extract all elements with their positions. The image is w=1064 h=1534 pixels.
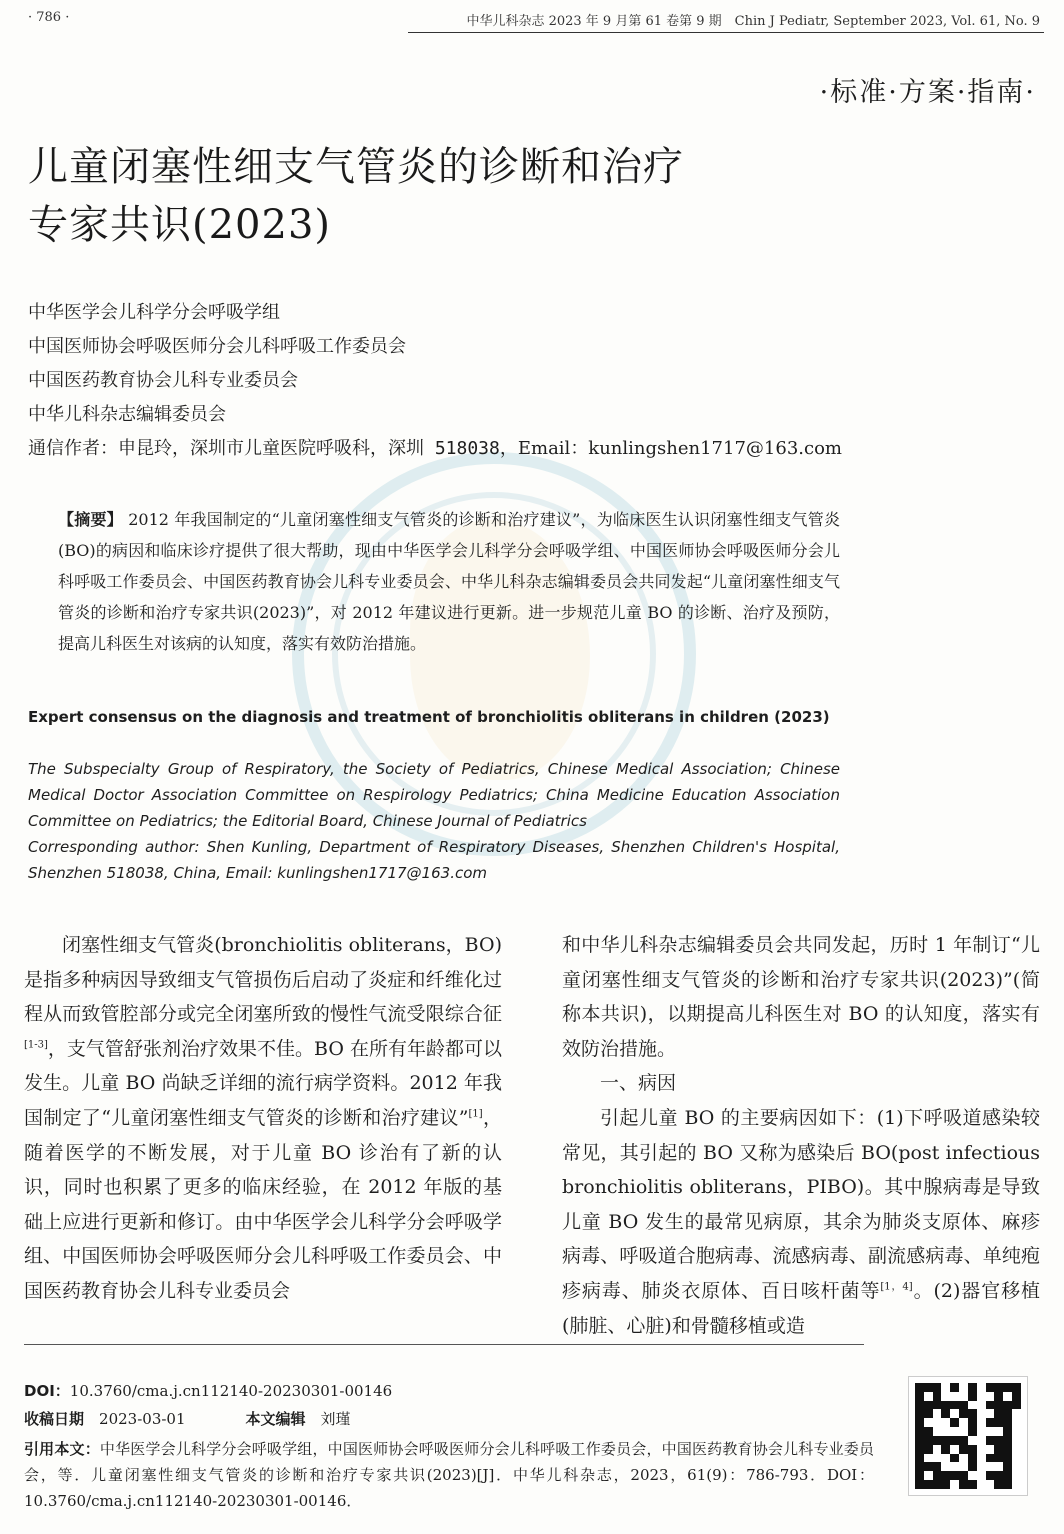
qr-module [950, 1383, 959, 1392]
qr-module [977, 1409, 986, 1418]
corresponding-label: 通信作者：申昆玲，深圳市儿童医院呼吸科，深圳 518038， [28, 438, 518, 459]
qr-module [924, 1445, 933, 1454]
qr-module [1003, 1454, 1012, 1463]
qr-module [968, 1418, 977, 1427]
qr-module [941, 1427, 950, 1436]
qr-module [941, 1445, 950, 1454]
qr-module [915, 1383, 924, 1392]
qr-module [968, 1409, 977, 1418]
qr-module [941, 1471, 950, 1480]
qr-module [968, 1401, 977, 1410]
citation-ref[interactable]: [1] [468, 1108, 483, 1120]
qr-module [968, 1471, 977, 1480]
qr-module [959, 1392, 968, 1401]
qr-module [933, 1392, 942, 1401]
qr-module [977, 1401, 986, 1410]
body-text: ，随着医学的不断发展，对于儿童 BO 诊治有了新的认识，同时也积累了更多的临床经验，在 2012 年版的基础上应进行更新和修订。由中华医学会儿科学分会呼吸学组、中国医师协会呼吸医师分会儿科呼吸工作委员会、中国医药教育协会儿科专业委员会 [24, 1106, 502, 1302]
qr-module [915, 1480, 924, 1489]
qr-module [950, 1471, 959, 1480]
qr-module [950, 1480, 959, 1489]
qr-module [933, 1383, 942, 1392]
qr-module [924, 1409, 933, 1418]
qr-module [977, 1462, 986, 1471]
qr-module [959, 1427, 968, 1436]
doi-value[interactable]: 10.3760/cma.j.cn112140-20230301-00146 [69, 1382, 393, 1400]
qr-module [977, 1471, 986, 1480]
qr-module [1012, 1427, 1021, 1436]
qr-module [915, 1401, 924, 1410]
qr-module [950, 1445, 959, 1454]
editor-name: 刘瑾 [320, 1410, 351, 1428]
qr-module [959, 1454, 968, 1463]
journal-header: 中华儿科杂志 2023 年 9 月第 61 卷第 9 期 Chin J Pediatr, September 2023, Vol. 61, No. 9 [466, 14, 1040, 29]
qr-module [994, 1436, 1003, 1445]
qr-module [1003, 1401, 1012, 1410]
qr-module [986, 1383, 995, 1392]
citation-ref[interactable]: [1-3] [24, 1039, 48, 1051]
abstract-text: 2012 年我国制定的“儿童闭塞性细支气管炎的诊断和治疗建议”，为临床医生认识闭塞性细支气管炎(BO)的病因和临床诊疗提供了很大帮助，现由中华医学会儿科学分会呼吸学组、中国医师协会呼吸医师分会儿科呼吸工作委员会、中国医药教育协会儿科专业委员会、中华儿科杂志编辑委员会共同发起“儿童闭塞性细支气管炎的诊断和治疗专家共识(2023)”，对 2012 年建议进行更新。进一步规范儿童 BO 的诊断、治疗及预防，提高儿科医生对该病的认知度，落实有效防治措施。 [58, 510, 840, 653]
qr-module [950, 1454, 959, 1463]
body-text: ，支气管舒张剂治疗效果不佳。BO 在所有年龄都可以发生。儿童 BO 尚缺乏详细的流行病学资料。2012 年我国制定了“儿童闭塞性细支气管炎的诊断和治疗建议” [24, 1037, 502, 1129]
cite-label: 引用本文： [24, 1440, 100, 1458]
author-group: 中国医药教育协会儿科专业委员会 [28, 370, 298, 391]
citation-block [24, 1436, 874, 1514]
qr-module [941, 1383, 950, 1392]
qr-module [1003, 1383, 1012, 1392]
qr-module [977, 1427, 986, 1436]
footer-rule [24, 1344, 864, 1345]
body-paragraph [24, 928, 502, 1309]
qr-module [1003, 1427, 1012, 1436]
qr-module [986, 1462, 995, 1471]
body-paragraph: 和中华儿科杂志编辑委员会共同发起，历时 1 年制订“儿童闭塞性细支气管炎的诊断和治疗专家共识(2023)”(简称本共识)，以期提高儿科医生对 BO 的认知度，落实有效防治措施。 [562, 934, 1040, 1060]
corresponding-author [28, 432, 842, 466]
received-label: 收稿日期 [24, 1410, 85, 1428]
qr-module [968, 1392, 977, 1401]
qr-module [968, 1462, 977, 1471]
cite-text: 中华医学会儿科学分会呼吸学组，中国医师协会呼吸医师分会儿科呼吸工作委员会，中国医药教育协会儿科专业委员会，等．儿童闭塞性细支气管炎的诊断和治疗专家共识(2023)[J]．中华儿科杂志，2023，61(9)：786-793．DOI：10.3760/cma.j.cn112140-20230301-00146． [24, 1440, 874, 1510]
qr-module [959, 1418, 968, 1427]
qr-module [924, 1480, 933, 1489]
english-affiliation-text: The Subspecialty Group of Respiratory, the Society of Pediatrics, Chinese Medical Association; Chinese Medical Doctor Association Committee on Respirology Pediatrics; China Medicine Education Association Committee on Pediatrics; the Editorial Board, Chinese Journal of Pediatrics [28, 760, 840, 830]
qr-module [924, 1427, 933, 1436]
qr-module [959, 1409, 968, 1418]
qr-module [1012, 1436, 1021, 1445]
qr-module [933, 1418, 942, 1427]
qr-module [1003, 1436, 1012, 1445]
qr-module [1012, 1471, 1021, 1480]
qr-module [994, 1480, 1003, 1489]
qr-module [924, 1436, 933, 1445]
qr-module [1012, 1445, 1021, 1454]
qr-module [994, 1471, 1003, 1480]
english-affiliations [28, 756, 840, 886]
qr-module [986, 1454, 995, 1463]
qr-module [915, 1392, 924, 1401]
qr-module [924, 1454, 933, 1463]
qr-module [924, 1462, 933, 1471]
body-text: 。(2)器官移植(肺脏、心脏)和骨髓移植或造 [562, 1279, 1040, 1337]
qr-module [1012, 1418, 1021, 1427]
abstract-label: 【摘要】 [58, 510, 123, 529]
qr-module [968, 1383, 977, 1392]
editor-label: 本文编辑 [245, 1410, 306, 1428]
qr-module [959, 1445, 968, 1454]
section-heading: 一、病因 [600, 1072, 677, 1095]
qr-module [986, 1409, 995, 1418]
qr-module [994, 1445, 1003, 1454]
qr-module [994, 1392, 1003, 1401]
body-text: 闭塞性细支气管炎(bronchiolitis obliterans，BO)是指多种病因导致细支气管损伤后启动了炎症和纤维化过程从而致管腔部分或完全闭塞所致的慢性气流受限综合征 [24, 934, 502, 1026]
qr-module [968, 1480, 977, 1489]
qr-module [986, 1471, 995, 1480]
citation-ref[interactable]: [1，4] [880, 1281, 913, 1293]
qr-module [1012, 1383, 1021, 1392]
article-title [28, 138, 684, 254]
qr-module [968, 1427, 977, 1436]
qr-module [941, 1401, 950, 1410]
qr-module [941, 1480, 950, 1489]
author-group: 中国医师协会呼吸医师分会儿科呼吸工作委员会 [28, 336, 406, 357]
qr-module [1003, 1445, 1012, 1454]
qr-module [1012, 1462, 1021, 1471]
qr-module [959, 1436, 968, 1445]
qr-code[interactable] [908, 1376, 1028, 1496]
qr-module [986, 1427, 995, 1436]
qr-module [977, 1418, 986, 1427]
qr-module [977, 1445, 986, 1454]
qr-module [1003, 1392, 1012, 1401]
qr-module [994, 1462, 1003, 1471]
qr-module [933, 1471, 942, 1480]
qr-module [959, 1471, 968, 1480]
qr-module [933, 1409, 942, 1418]
qr-module [941, 1392, 950, 1401]
qr-module [1003, 1471, 1012, 1480]
qr-module [915, 1462, 924, 1471]
qr-module [950, 1401, 959, 1410]
qr-module [950, 1427, 959, 1436]
qr-module [959, 1383, 968, 1392]
qr-module [941, 1436, 950, 1445]
qr-module [977, 1436, 986, 1445]
page-number: · 786 · [28, 10, 70, 25]
qr-module [941, 1409, 950, 1418]
author-group: 中华儿科杂志编辑委员会 [28, 404, 226, 425]
abstract [28, 504, 840, 659]
qr-module [986, 1445, 995, 1454]
qr-module [977, 1454, 986, 1463]
qr-module [1012, 1392, 1021, 1401]
qr-module [950, 1392, 959, 1401]
qr-module [941, 1454, 950, 1463]
english-title: Expert consensus on the diagnosis and treatment of bronchiolitis obliterans in children (2023) [28, 708, 830, 726]
qr-module [933, 1480, 942, 1489]
header-rule [408, 32, 1044, 33]
qr-module [924, 1383, 933, 1392]
qr-module [941, 1418, 950, 1427]
qr-module [933, 1454, 942, 1463]
qr-module [986, 1392, 995, 1401]
received-date: 2023-03-01 [99, 1410, 186, 1428]
qr-module [968, 1445, 977, 1454]
qr-module [1003, 1409, 1012, 1418]
qr-module [1012, 1401, 1021, 1410]
abstract-paragraph [28, 504, 840, 659]
qr-module [933, 1445, 942, 1454]
qr-module [994, 1454, 1003, 1463]
qr-module [1012, 1409, 1021, 1418]
qr-module [1003, 1480, 1012, 1489]
body-paragraph [562, 1101, 1040, 1343]
qr-module [915, 1427, 924, 1436]
qr-module [1003, 1462, 1012, 1471]
qr-module [994, 1409, 1003, 1418]
qr-module [959, 1462, 968, 1471]
qr-module [1012, 1454, 1021, 1463]
qr-module [915, 1436, 924, 1445]
author-group: 中华医学会儿科学分会呼吸学组 [28, 302, 280, 323]
qr-module [924, 1392, 933, 1401]
qr-module [986, 1418, 995, 1427]
body-column-left [24, 928, 502, 1309]
qr-module [986, 1436, 995, 1445]
qr-module [915, 1445, 924, 1454]
qr-module [968, 1436, 977, 1445]
qr-module [933, 1427, 942, 1436]
qr-module [994, 1427, 1003, 1436]
qr-module [933, 1401, 942, 1410]
qr-module [915, 1409, 924, 1418]
qr-module [915, 1454, 924, 1463]
qr-module [950, 1409, 959, 1418]
corresponding-email[interactable]: Email：kunlingshen1717@163.com [517, 438, 842, 459]
qr-module [994, 1383, 1003, 1392]
qr-module [933, 1462, 942, 1471]
qr-module [986, 1480, 995, 1489]
qr-module [977, 1480, 986, 1489]
qr-module [994, 1418, 1003, 1427]
section-label: ·标准·方案·指南· [819, 77, 1036, 108]
author-groups [28, 296, 842, 466]
doi-line [24, 1378, 874, 1404]
qr-module [968, 1454, 977, 1463]
qr-module [959, 1480, 968, 1489]
received-line [24, 1406, 874, 1432]
qr-module [1003, 1418, 1012, 1427]
qr-module [924, 1418, 933, 1427]
qr-module [994, 1401, 1003, 1410]
body-text: 引起儿童 BO 的主要病因如下：(1)下呼吸道感染较常见，其引起的 BO 又称为感染后 BO(post infectious bronchiolitis obliterans，PIBO)。其中腺病毒是导致儿童 BO 发生的最常见病原，其余为肺炎支原体、麻疹病毒、呼吸道合胞病毒、流感病毒、副流感病毒、单纯疱疹病毒、肺炎衣原体、百日咳杆菌等 [562, 1106, 1040, 1302]
qr-module [977, 1383, 986, 1392]
qr-module [1012, 1480, 1021, 1489]
qr-module [950, 1462, 959, 1471]
qr-module [959, 1401, 968, 1410]
qr-module [950, 1418, 959, 1427]
qr-code-pattern [915, 1383, 1021, 1489]
qr-module [915, 1418, 924, 1427]
qr-module [950, 1436, 959, 1445]
qr-module [977, 1392, 986, 1401]
qr-module [924, 1471, 933, 1480]
qr-module [933, 1436, 942, 1445]
qr-module [941, 1462, 950, 1471]
qr-module [915, 1471, 924, 1480]
doi-label: DOI： [24, 1382, 70, 1400]
title-line-1: 儿童闭塞性细支气管炎的诊断和治疗 [28, 144, 684, 190]
qr-module [986, 1401, 995, 1410]
title-line-2: 专家共识(2023) [28, 202, 332, 248]
english-corresponding: Corresponding author: Shen Kunling, Department of Respiratory Diseases, Shenzhen Children's Hospital, Shenzhen 518038, China, Email: kunlingshen1717@163.com [28, 838, 840, 882]
qr-module [924, 1401, 933, 1410]
body-column-right [562, 928, 1040, 1343]
